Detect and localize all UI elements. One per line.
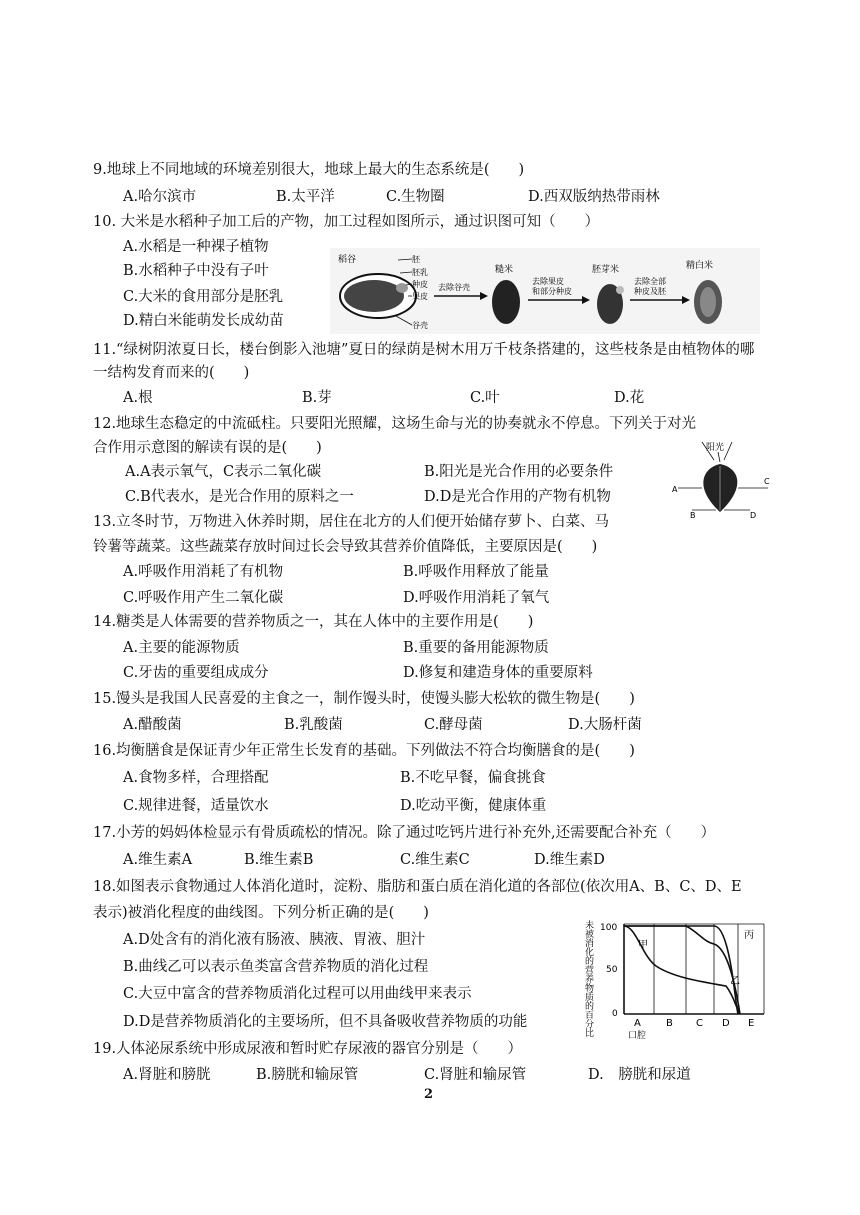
fig-step2b: 和部分种皮 [532, 287, 572, 296]
fig-xtick-e: E [748, 1018, 755, 1029]
q9-option-c: C.生物圈 [386, 189, 445, 205]
fig-label-white-rice: 精白米 [686, 261, 714, 271]
q15-option-c: C.酵母菌 [424, 717, 483, 733]
q11-option-c: C.叶 [470, 390, 500, 406]
q13-stem-line1: 13.立冬时节，万物进入休养时期，居住在北方的人们便开始储存萝卜、白菜、马 [93, 514, 610, 530]
fig-label-endosperm: 胚乳 [412, 268, 428, 277]
fig-y-axis-label: 未被消化的营养物质的百分比 [583, 920, 593, 1037]
q12-option-d: D.D是光合作用的产物有机物 [424, 489, 611, 505]
page-number: 2 [424, 1087, 434, 1102]
q19-stem: 19.人体泌尿系统中形成尿液和暂时贮存尿液的器官分别是（ ） [93, 1041, 523, 1057]
q14-option-d: D.修复和建造身体的重要原料 [403, 665, 593, 681]
q15-option-a: A.醋酸菌 [123, 717, 182, 733]
fig-label-c: C [764, 477, 770, 486]
fig-label-a: A [672, 485, 678, 494]
q19-option-b: B.膀胱和输尿管 [256, 1067, 359, 1083]
q19-option-c: C.肾脏和输尿管 [424, 1067, 527, 1083]
fig-xtick-a: A [634, 1018, 641, 1029]
q13-stem-line2: 铃薯等蔬菜。这些蔬菜存放时间过长会导致其营养价值降低，主要原因是( ) [93, 539, 598, 555]
fig-xtick-mouth: 口腔 [628, 1031, 647, 1040]
q11-stem-line2: 一结构发育而来的( ) [93, 365, 250, 381]
q18-option-d: D.D是营养物质消化的主要场所，但不具备吸收营养物质的功能 [123, 1014, 528, 1030]
fig-ytick-0: 0 [612, 1009, 618, 1019]
q10-option-d: D.精白米能萌发长成幼苗 [123, 313, 284, 329]
photosynthesis-figure [672, 438, 772, 520]
fig-label-germ-rice: 胚芽米 [592, 265, 620, 275]
q14-stem: 14.糖类是人体需要的营养物质之一，其在人体中的主要作用是( ) [93, 614, 534, 630]
q14-option-a: A.主要的能源物质 [123, 640, 240, 656]
q14-option-c: C.牙齿的重要组成成分 [123, 665, 269, 681]
q15-stem: 15.馒头是我国人民喜爱的主食之一，制作馒头时，使馒头膨大松软的微生物是( ) [93, 691, 635, 707]
q18-option-c: C.大豆中富含的营养物质消化过程可以用曲线甲来表示 [123, 986, 472, 1002]
q13-option-c: C.呼吸作用产生二氧化碳 [123, 590, 284, 606]
q17-option-c: C.维生素C [400, 852, 470, 868]
fig-ytick-100: 100 [600, 923, 618, 933]
fig-label-sunlight: 阳光 [706, 443, 725, 453]
fig-xtick-d: D [722, 1018, 730, 1029]
fig-label-embryo: 胚 [412, 255, 420, 264]
digestion-curve-figure [574, 916, 770, 1040]
q19-option-a: A.肾脏和膀胱 [123, 1067, 211, 1083]
q18-option-b: B.曲线乙可以表示鱼类富含营养物质的消化过程 [123, 959, 429, 975]
q12-option-b: B.阳光是光合作用的必要条件 [424, 464, 614, 480]
q12-stem-line2: 合作用示意图的解读有误的是( ) [93, 440, 322, 456]
fig-step1: 去除谷壳 [438, 283, 470, 292]
q12-stem-line1: 12.地球生态稳定的中流砥柱。只要阳光照耀，这场生命与光的协奏就永不停息。下列关于对光 [93, 416, 697, 432]
rice-processing-figure [330, 248, 760, 334]
q17-stem: 17.小芳的妈妈体检显示有骨质疏松的情况。除了通过吃钙片进行补充外,还需要配合补充（ ） [93, 825, 716, 841]
q9-stem: 9.地球上不同地域的环境差别很大，地球上最大的生态系统是( ) [93, 162, 525, 178]
fig-ytick-50: 50 [606, 965, 618, 975]
q9-option-b: B.太平洋 [276, 189, 335, 205]
q9-option-a: A.哈尔滨市 [123, 189, 197, 205]
fig-label-b: B [690, 511, 696, 520]
fig-step2a: 去除果皮 [532, 277, 564, 286]
q13-option-b: B.呼吸作用释放了能量 [403, 564, 549, 580]
q16-option-b: B.不吃早餐，偏食挑食 [400, 770, 546, 786]
q10-option-c: C.大米的食用部分是胚乳 [123, 289, 284, 305]
q19-option-d: D. 膀胱和尿道 [588, 1067, 691, 1083]
q17-option-b: B.维生素B [244, 852, 314, 868]
q12-option-c: C.B代表水，是光合作用的原料之一 [125, 489, 354, 505]
q14-option-b: B.重要的备用能源物质 [403, 640, 549, 656]
q10-option-a: A.水稻是一种裸子植物 [123, 239, 269, 255]
q15-option-d: D.大肠杆菌 [568, 717, 642, 733]
fig-step3a: 去除全部 [634, 277, 666, 286]
fig-label-husk: 谷壳 [412, 321, 428, 330]
fig-label-seedcoat: 种皮 [412, 280, 428, 289]
fig-label-pericarp: 果皮 [412, 292, 428, 301]
fig-series-yi: 乙 [730, 976, 740, 987]
q11-stem-line1: 11.“绿树阴浓夏日长，楼台倒影入池塘”夏日的绿荫是树木用万千枝条搭建的，这些枝条是由植物体的哪 [93, 342, 755, 358]
fig-step3b: 种皮及胚 [634, 287, 666, 296]
fig-label-d: D [750, 511, 757, 520]
fig-label-brown-rice: 糙米 [495, 265, 514, 275]
q16-option-d: D.吃动平衡，健康体重 [400, 798, 547, 814]
q18-option-a: A.D处含有的消化液有肠液、胰液、胃液、胆汁 [123, 932, 426, 948]
q10-option-b: B.水稻种子中没有子叶 [123, 263, 269, 279]
q17-option-d: D.维生素D [534, 852, 605, 868]
fig-series-jia: 甲 [638, 940, 648, 951]
q16-stem: 16.均衡膳食是保证青少年正常生长发育的基础。下列做法不符合均衡膳食的是( ) [93, 743, 635, 759]
q18-stem-line2: 表示)被消化程度的曲线图。下列分析正确的是( ) [93, 905, 429, 921]
q17-option-a: A.维生素A [123, 852, 193, 868]
q11-option-b: B.芽 [302, 390, 332, 406]
q9-option-d: D.西双版纳热带雨林 [528, 189, 660, 205]
fig-series-bing: 丙 [744, 930, 754, 941]
q13-option-a: A.呼吸作用消耗了有机物 [123, 564, 284, 580]
q16-option-c: C.规律进餐，适量饮水 [123, 798, 269, 814]
q11-option-d: D.花 [614, 390, 645, 406]
q10-stem: 10. 大米是水稻种子加工后的产物，加工过程如图所示，通过识图可知（ ） [93, 214, 600, 230]
q12-option-a: A.A表示氧气，C表示二氧化碳 [125, 464, 322, 480]
q13-option-d: D.呼吸作用消耗了氧气 [403, 590, 550, 606]
q18-stem-line1: 18.如图表示食物通过人体消化道时，淀粉、脂肪和蛋白质在消化道的各部位(依次用A、B、C、D、E [93, 879, 742, 895]
q11-option-a: A.根 [123, 390, 153, 406]
q16-option-a: A.食物多样，合理搭配 [123, 770, 269, 786]
fig-label-rice: 稻谷 [338, 255, 357, 265]
fig-xtick-b: B [666, 1018, 673, 1029]
fig-xtick-c: C [696, 1018, 703, 1029]
q15-option-b: B.乳酸菌 [284, 717, 343, 733]
